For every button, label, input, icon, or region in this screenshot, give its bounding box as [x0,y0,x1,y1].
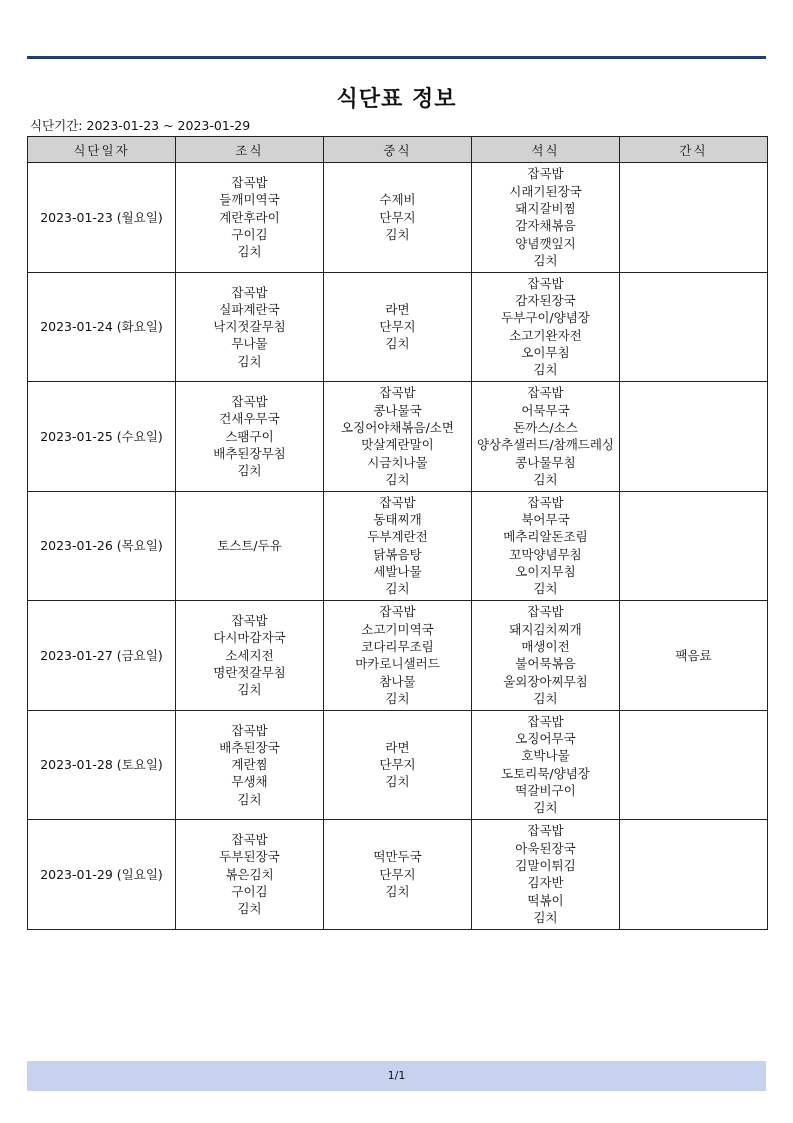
dinner-cell [472,163,620,273]
menu-item: 두부구이/양념장 [501,310,590,326]
menu-item: 김치 [237,353,262,369]
menu-item: 김치 [237,791,262,807]
menu-item: 어묵무국 [521,402,570,418]
menu-item: 두부계란전 [367,529,428,545]
menu-item: 무나물 [231,336,268,352]
menu-item: 다시마감자국 [213,630,286,646]
menu-item: 김치 [533,909,558,925]
menu-item: 김치 [533,581,558,597]
footer-bar [27,1061,766,1091]
menu-item: 김치 [385,774,410,790]
menu-item: 두부된장국 [219,849,280,865]
breakfast-cell [176,710,324,820]
menu-item: 잡곡밥 [231,832,268,847]
menu-item: 김치 [385,471,410,487]
snack-cell [620,163,768,273]
meal-date-cell: 2023-01-23 (월요일) [28,163,176,273]
page-number: 1/1 [387,1069,406,1082]
meal-date-cell: 2023-01-27 (금요일) [28,601,176,711]
breakfast-cell [176,820,324,930]
menu-item: 돼지김치찌개 [509,621,582,637]
menu-item: 울외장아찌무침 [503,673,588,689]
menu-item: 감자된장국 [515,293,576,309]
meal-table-body [28,163,768,930]
meal-table [27,136,768,930]
menu-item: 시금치나물 [367,454,428,470]
menu-item: 김치 [533,690,558,706]
meal-date-cell: 2023-01-28 (토요일) [28,710,176,820]
menu-item: 김치 [385,883,410,899]
menu-item: 코다리무조림 [361,638,434,654]
menu-item: 팩음료 [675,647,712,663]
menu-item: 오징어야채볶음/소면 [341,419,454,435]
menu-item: 오이지무침 [515,564,576,580]
menu-item: 동태찌개 [373,512,422,528]
header-snack: 간식 [620,137,768,163]
menu-item: 잡곡밥 [231,613,268,628]
menu-item: 수제비 [379,192,416,208]
menu-item: 김치 [385,581,410,597]
menu-item: 들깨미역국 [219,192,280,208]
snack-cell [620,710,768,820]
menu-item: 오이무침 [521,345,570,361]
dinner-cell [472,491,620,601]
menu-item: 계란후라이 [219,209,280,225]
breakfast-cell [176,601,324,711]
menu-item: 건새우무국 [219,411,280,427]
dinner-cell [472,820,620,930]
lunch-cell [324,272,472,382]
menu-item: 단무지 [379,866,416,882]
meal-date-cell: 2023-01-26 (목요일) [28,491,176,601]
menu-item: 무생채 [231,774,268,790]
breakfast-cell [176,272,324,382]
menu-item: 김치 [385,690,410,706]
menu-item: 감자채볶음 [515,218,576,234]
breakfast-cell [176,491,324,601]
dinner-cell [472,382,620,492]
table-row [28,163,768,273]
meal-period: 식단기간: 2023-01-23 ~ 2023-01-29 [30,118,251,133]
menu-item: 토스트/두유 [217,538,282,554]
menu-item: 도토리묵/양념장 [501,765,590,781]
header-lunch: 중식 [324,137,472,163]
menu-item: 볶은김치 [225,866,274,882]
menu-item: 꼬막양념무침 [509,546,582,562]
table-header-row [28,137,768,163]
menu-item: 김치 [533,800,558,816]
menu-item: 잡곡밥 [527,385,564,401]
menu-item: 김치 [533,471,558,487]
menu-item: 단무지 [379,209,416,225]
menu-item: 스팸구이 [225,428,274,444]
menu-item: 호박나물 [521,748,570,764]
header-date: 식단일자 [28,137,176,163]
table-row [28,601,768,711]
menu-item: 맛살계란말이 [361,437,434,453]
menu-item: 낙지젓갈무침 [213,319,286,335]
menu-item: 마카로니샐러드 [355,656,440,672]
menu-item: 김치 [237,244,262,260]
menu-item: 김말이튀김 [515,857,576,873]
menu-item: 배추된장국 [219,739,280,755]
menu-item: 소세지전 [225,647,274,663]
menu-item: 잡곡밥 [379,385,416,401]
snack-cell [620,272,768,382]
menu-item: 잡곡밥 [231,175,268,190]
menu-item: 참나물 [379,673,416,689]
menu-item: 잡곡밥 [379,494,416,510]
menu-item: 콩나물무침 [515,454,576,470]
snack-cell [620,491,768,601]
menu-item: 잡곡밥 [527,823,564,839]
menu-item: 메추리알돈조림 [503,529,588,545]
snack-cell [620,820,768,930]
table-row [28,272,768,382]
meal-date-cell: 2023-01-29 (일요일) [28,820,176,930]
page-title: 식단표 정보 [336,87,457,112]
dinner-cell [472,601,620,711]
dinner-cell [472,710,620,820]
lunch-cell [324,491,472,601]
menu-item: 김치 [533,362,558,378]
menu-item: 단무지 [379,319,416,335]
menu-item: 돈까스/소스 [513,419,578,435]
meal-date-cell: 2023-01-24 (화요일) [28,272,176,382]
menu-item: 김치 [533,252,558,268]
lunch-cell [324,820,472,930]
menu-item: 시래기된장국 [509,183,582,199]
menu-item: 구이김 [231,883,268,899]
header-dinner: 석식 [472,137,620,163]
table-row [28,820,768,930]
menu-item: 명란젓갈무침 [213,664,286,680]
menu-item: 북어무국 [521,512,570,528]
menu-item: 소고기완자전 [509,327,582,343]
menu-item: 불어묵볶음 [515,656,576,672]
menu-item: 돼지갈비찜 [515,200,576,216]
menu-item: 소고기미역국 [361,621,434,637]
lunch-cell [324,601,472,711]
menu-item: 양념깻잎지 [515,235,576,251]
menu-item: 잡곡밥 [527,275,564,291]
menu-item: 배추된장무침 [213,445,286,461]
breakfast-cell [176,163,324,273]
menu-item: 김치 [237,901,262,917]
menu-item: 양상추샐러드/참깨드레싱 [476,437,615,453]
menu-item: 잡곡밥 [527,713,564,729]
breakfast-cell [176,382,324,492]
menu-item: 떡만두국 [373,849,422,865]
menu-item: 떡볶이 [527,892,564,908]
menu-item: 라면 [385,301,410,317]
menu-item: 잡곡밥 [527,604,564,620]
menu-item: 콩나물국 [373,402,422,418]
menu-item: 잡곡밥 [231,394,268,409]
menu-item: 잡곡밥 [231,284,268,300]
menu-item: 잡곡밥 [379,604,416,620]
menu-item: 잡곡밥 [527,494,564,510]
table-row [28,382,768,492]
menu-item: 구이김 [231,226,268,242]
table-row [28,710,768,820]
lunch-cell [324,382,472,492]
menu-item: 김치 [385,336,410,352]
menu-item: 아욱된장국 [515,840,576,856]
menu-item: 닭볶음탕 [373,546,422,562]
menu-item: 김치 [385,226,410,242]
top-rule [27,56,766,59]
meal-date-cell: 2023-01-25 (수요일) [28,382,176,492]
menu-item: 세발나물 [373,564,422,580]
snack-cell [620,601,768,711]
lunch-cell [324,163,472,273]
menu-item: 김치 [237,682,262,698]
dinner-cell [472,272,620,382]
menu-item: 김자반 [527,875,564,891]
menu-item: 단무지 [379,757,416,773]
menu-item: 라면 [385,739,410,755]
lunch-cell [324,710,472,820]
table-row [28,491,768,601]
menu-item: 오징어무국 [515,731,576,747]
menu-item: 떡갈비구이 [515,783,576,799]
menu-item: 잡곡밥 [231,722,268,738]
menu-item: 매생이전 [521,638,570,654]
snack-cell [620,382,768,492]
menu-item: 잡곡밥 [527,166,564,182]
menu-item: 김치 [237,463,262,479]
menu-item: 실파계란국 [219,301,280,317]
header-breakfast: 조식 [176,137,324,163]
menu-item: 계란찜 [231,757,268,773]
